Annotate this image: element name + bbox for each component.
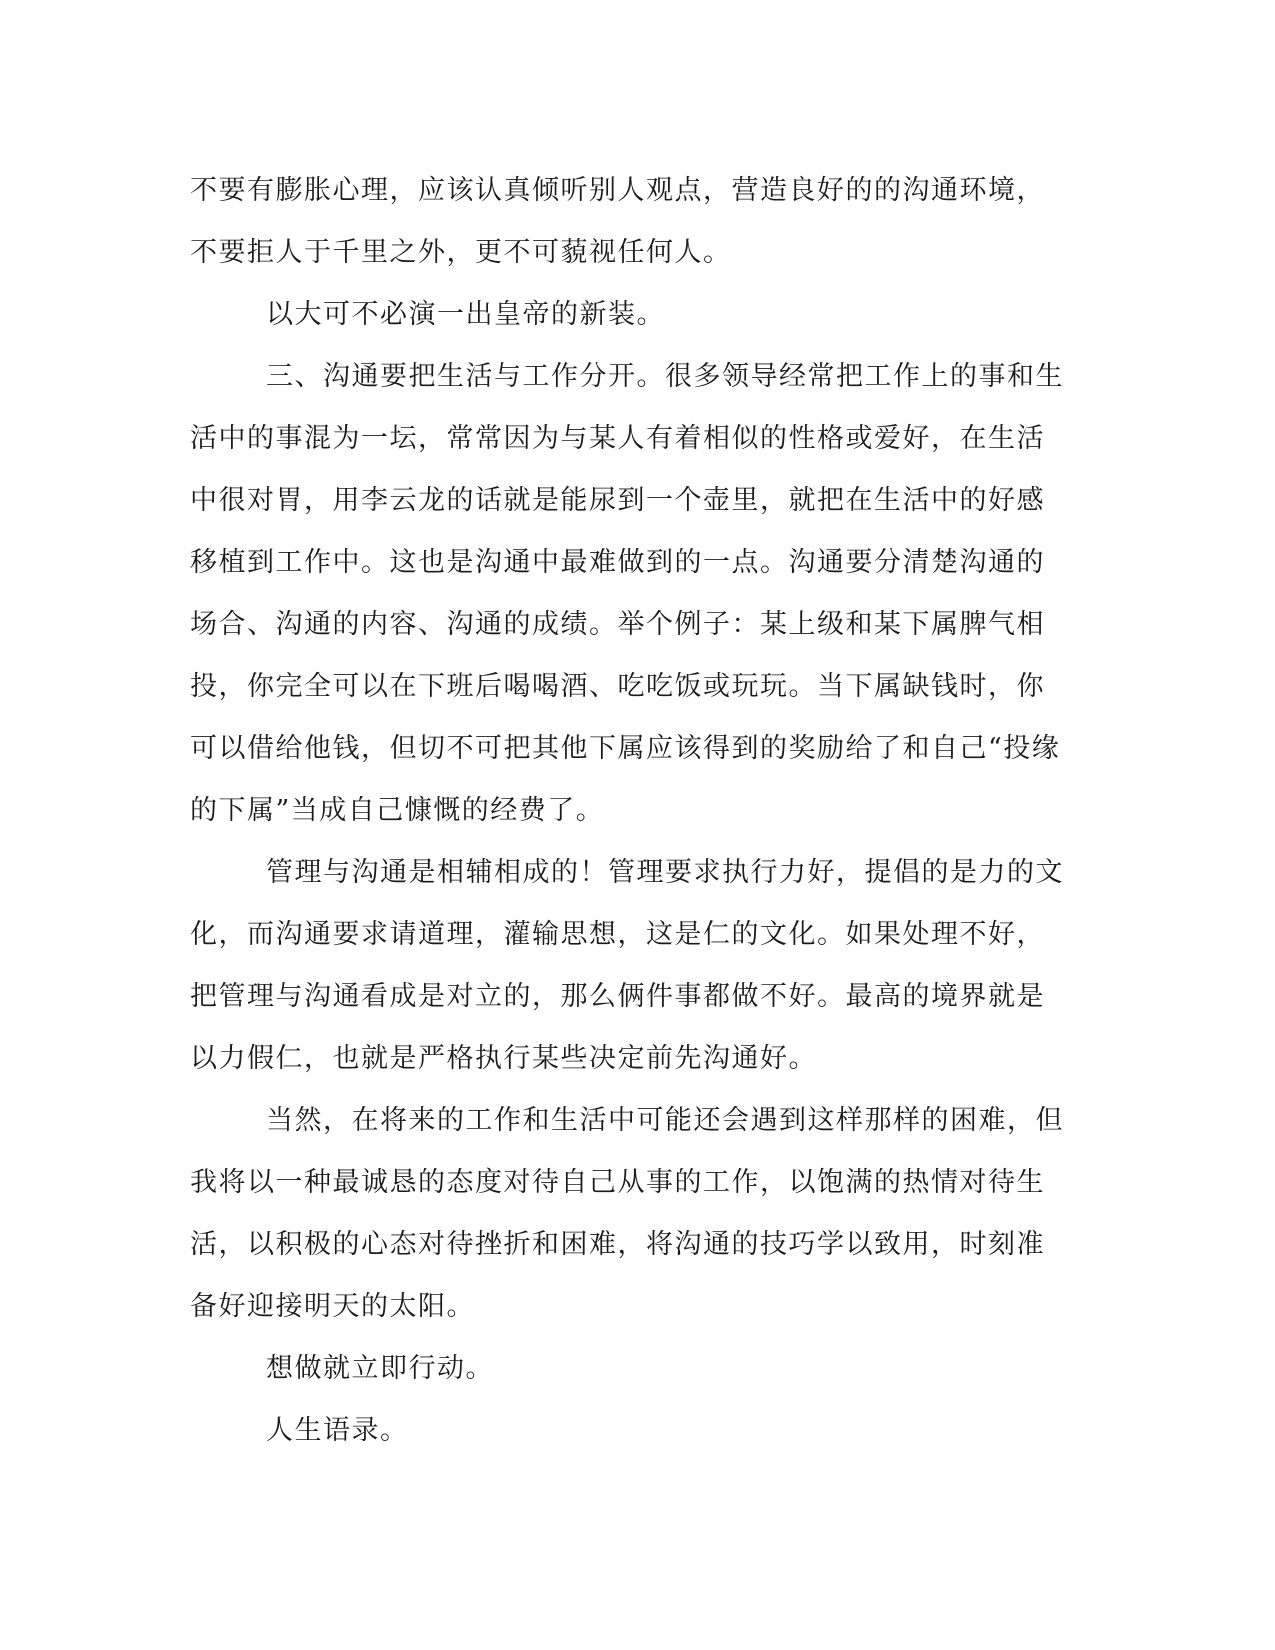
paragraph-start-line: 当然，在将来的工作和生活中可能还会遇到这样那样的困难，但: [266, 1105, 1064, 1136]
paragraph-start-line: 想做就立即行动。: [266, 1353, 494, 1384]
document-body: [190, 160, 1090, 1462]
text-line: 把管理与沟通看成是对立的，那么俩件事都做不好。最高的境界就是: [190, 981, 1045, 1012]
text-line: 不要拒人于千里之外，更不可藐视任何人。: [190, 237, 732, 268]
text-line: 移植到工作中。这也是沟通中最难做到的一点。沟通要分清楚沟通的: [190, 547, 1045, 578]
text-line: 以力假仁，也就是严格执行某些决定前先沟通好。: [190, 1043, 817, 1074]
paragraph-start-line: 以大可不必演一出皇帝的新装。: [266, 299, 665, 330]
text-line: 投，你完全可以在下班后喝喝酒、吃吃饭或玩玩。当下属缺钱时，你: [190, 671, 1045, 702]
text-line: 备好迎接明天的太阳。: [190, 1291, 475, 1322]
paragraph-start-line: 管理与沟通是相辅相成的！管理要求执行力好，提倡的是力的文: [266, 857, 1064, 888]
text-line: 不要有膨胀心理，应该认真倾听别人观点，营造良好的的沟通环境，: [190, 175, 1045, 206]
paragraph-start-line: 人生语录。: [266, 1415, 409, 1446]
text-line: 活中的事混为一坛，常常因为与某人有着相似的性格或爱好，在生活: [190, 423, 1045, 454]
paragraph-start-line: 三、沟通要把生活与工作分开。很多领导经常把工作上的事和生: [266, 361, 1064, 392]
text-line: 场合、沟通的内容、沟通的成绩。举个例子：某上级和某下属脾气相: [190, 609, 1045, 640]
text-line: 我将以一种最诚恳的态度对待自己从事的工作，以饱满的热情对待生: [190, 1167, 1045, 1198]
text-line: 化，而沟通要求请道理，灌输思想，这是仁的文化。如果处理不好，: [190, 919, 1045, 950]
text-line: 活，以积极的心态对待挫折和困难，将沟通的技巧学以致用，时刻准: [190, 1229, 1045, 1260]
text-line: 的下属”当成自己慷慨的经费了。: [190, 795, 605, 826]
text-line: 中很对胃，用李云龙的话就是能尿到一个壶里，就把在生活中的好感: [190, 485, 1045, 516]
text-line: 可以借给他钱，但切不可把其他下属应该得到的奖励给了和自己“投缘: [190, 733, 1061, 764]
